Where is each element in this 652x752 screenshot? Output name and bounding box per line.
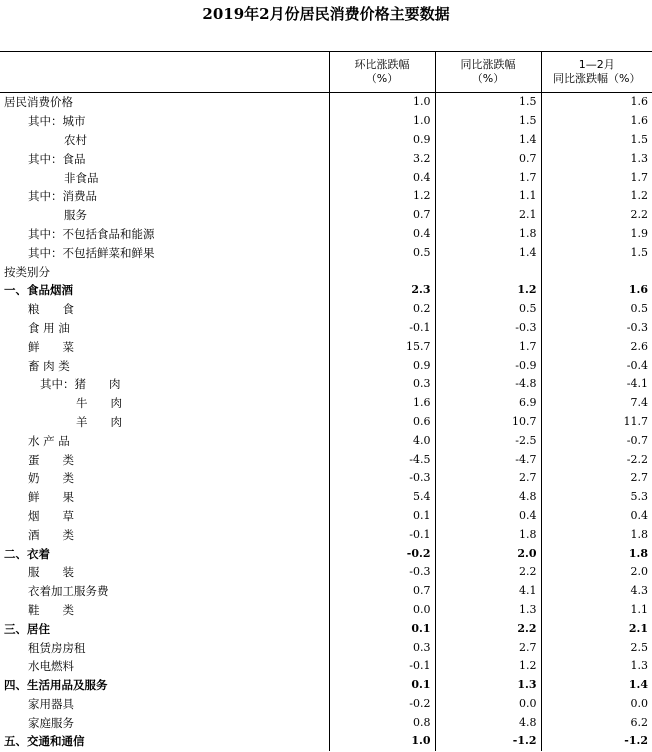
row-yoy-value: 1.4 [435, 243, 541, 262]
row-yoy-value: 1.7 [435, 168, 541, 187]
row-ytd-value: 2.0 [541, 563, 652, 582]
row-label: 一、食品烟酒 [4, 283, 73, 298]
row-ytd-value: 1.8 [541, 525, 652, 544]
header-mom-line2: （%） [365, 72, 399, 85]
row-mom-value: -0.2 [329, 544, 435, 563]
row-label: 居民消费价格 [4, 95, 73, 110]
row-ytd-value: 1.8 [541, 544, 652, 563]
row-yoy-value: 1.8 [435, 525, 541, 544]
table-row [0, 469, 652, 488]
row-mom-value: 0.1 [329, 619, 435, 638]
row-yoy-value: 6.9 [435, 394, 541, 413]
table-row [0, 394, 652, 413]
row-mom-value: -0.3 [329, 469, 435, 488]
header-yoy [435, 52, 541, 93]
row-yoy-value: 1.1 [435, 187, 541, 206]
table-row [0, 450, 652, 469]
table-row [0, 695, 652, 714]
row-ytd-value: -0.3 [541, 319, 652, 338]
row-mom-value: 1.0 [329, 732, 435, 751]
table-row [0, 131, 652, 150]
table-row [0, 319, 652, 338]
row-label: 四、生活用品及服务 [4, 678, 108, 693]
row-label: 水 产 品 [28, 433, 70, 448]
row-mom-value: 1.6 [329, 394, 435, 413]
header-ytd-line1: 1—2月 [578, 58, 615, 71]
row-label: 服务 [64, 208, 87, 223]
row-yoy-value: 1.3 [435, 676, 541, 695]
table-row [0, 187, 652, 206]
header-mom [329, 52, 435, 93]
row-label: 其中：猪 肉 [40, 377, 121, 392]
table-row [0, 713, 652, 732]
table-row [0, 657, 652, 676]
table-row [0, 300, 652, 319]
row-ytd-value: 1.5 [541, 131, 652, 150]
table-row [0, 582, 652, 601]
row-label: 其中：不包括食品和能源 [28, 226, 155, 241]
row-mom-value: 0.1 [329, 507, 435, 526]
row-ytd-value: -0.7 [541, 431, 652, 450]
row-yoy-value: -4.8 [435, 375, 541, 394]
row-label: 牛 肉 [76, 396, 122, 411]
row-label: 非食品 [64, 170, 99, 185]
row-yoy-value: 2.2 [435, 563, 541, 582]
table-title: 2019年2月份居民消费价格主要数据 [202, 5, 450, 23]
table-row [0, 112, 652, 131]
row-label: 羊 肉 [76, 414, 122, 429]
row-yoy-value: -0.3 [435, 319, 541, 338]
row-ytd-value: 1.9 [541, 225, 652, 244]
table-row [0, 168, 652, 187]
row-mom-value: 0.1 [329, 676, 435, 695]
row-yoy-value: 0.5 [435, 300, 541, 319]
row-label: 粮 食 [28, 302, 74, 317]
row-yoy-value: 2.1 [435, 206, 541, 225]
table-row [0, 507, 652, 526]
row-mom-value: -4.5 [329, 450, 435, 469]
table-row [0, 356, 652, 375]
row-yoy-value: -0.9 [435, 356, 541, 375]
row-label: 鞋 类 [28, 602, 74, 617]
row-mom-value: 0.4 [329, 225, 435, 244]
row-mom-value: 0.7 [329, 582, 435, 601]
table-row [0, 262, 652, 281]
table-row [0, 206, 652, 225]
row-ytd-value: 0.4 [541, 507, 652, 526]
row-yoy-value: 1.2 [435, 281, 541, 300]
row-ytd-value: 1.3 [541, 657, 652, 676]
row-yoy-value: 1.2 [435, 657, 541, 676]
table-row [0, 619, 652, 638]
row-ytd-value: 1.5 [541, 243, 652, 262]
row-label: 租赁房房租 [28, 640, 86, 655]
row-yoy-value: -4.7 [435, 450, 541, 469]
row-mom-value [329, 262, 435, 281]
row-label: 奶 类 [28, 471, 74, 486]
table-row [0, 431, 652, 450]
row-yoy-value: 4.8 [435, 488, 541, 507]
row-yoy-value: 1.5 [435, 93, 541, 112]
row-yoy-value: 2.7 [435, 638, 541, 657]
table-row [0, 375, 652, 394]
row-ytd-value: 2.6 [541, 337, 652, 356]
row-ytd-value: 1.6 [541, 112, 652, 131]
row-mom-value: 0.0 [329, 601, 435, 620]
row-ytd-value: 2.2 [541, 206, 652, 225]
row-ytd-value: 1.4 [541, 676, 652, 695]
row-mom-value: 0.3 [329, 375, 435, 394]
row-yoy-value: -2.5 [435, 431, 541, 450]
row-mom-value: 5.4 [329, 488, 435, 507]
row-mom-value: 0.9 [329, 131, 435, 150]
row-yoy-value: 1.8 [435, 225, 541, 244]
row-mom-value: 1.0 [329, 112, 435, 131]
row-label: 烟 草 [28, 508, 74, 523]
row-mom-value: 0.7 [329, 206, 435, 225]
row-mom-value: 0.9 [329, 356, 435, 375]
row-label: 水电燃料 [28, 659, 74, 674]
row-ytd-value: 1.6 [541, 93, 652, 112]
cpi-data-table [0, 51, 652, 751]
row-yoy-value: 4.1 [435, 582, 541, 601]
row-ytd-value [541, 262, 652, 281]
row-label: 其中：城市 [28, 114, 86, 129]
row-label: 服 装 [28, 565, 74, 580]
row-label: 其中：不包括鲜菜和鲜果 [28, 245, 155, 260]
row-mom-value: 1.0 [329, 93, 435, 112]
table-row [0, 676, 652, 695]
row-ytd-value: 6.2 [541, 713, 652, 732]
table-row [0, 149, 652, 168]
row-mom-value: 4.0 [329, 431, 435, 450]
row-yoy-value: 1.4 [435, 131, 541, 150]
row-yoy-value: 1.3 [435, 601, 541, 620]
row-label: 酒 类 [28, 527, 74, 542]
row-yoy-value: 4.8 [435, 713, 541, 732]
row-yoy-value [435, 262, 541, 281]
row-mom-value: 3.2 [329, 149, 435, 168]
row-mom-value: 0.5 [329, 243, 435, 262]
row-mom-value: 0.3 [329, 638, 435, 657]
row-yoy-value: 1.5 [435, 112, 541, 131]
row-ytd-value: 1.2 [541, 187, 652, 206]
table-row [0, 732, 652, 751]
header-item [0, 52, 329, 93]
row-label: 农村 [64, 132, 87, 147]
row-ytd-value: 1.1 [541, 601, 652, 620]
row-mom-value: 0.4 [329, 168, 435, 187]
table-row [0, 525, 652, 544]
row-label: 三、居住 [4, 621, 50, 636]
table-row [0, 225, 652, 244]
header-mom-line1: 环比涨跌幅 [354, 58, 410, 71]
row-ytd-value: 11.7 [541, 413, 652, 432]
header-yoy-line2: （%） [471, 72, 505, 85]
row-mom-value: -0.1 [329, 319, 435, 338]
row-ytd-value: 4.3 [541, 582, 652, 601]
row-ytd-value: 0.0 [541, 695, 652, 714]
row-label: 蛋 类 [28, 452, 74, 467]
row-mom-value: 0.8 [329, 713, 435, 732]
table-row [0, 281, 652, 300]
table-row [0, 243, 652, 262]
row-label: 五、交通和通信 [4, 734, 85, 749]
row-mom-value: 2.3 [329, 281, 435, 300]
row-label: 二、衣着 [4, 546, 50, 561]
table-row [0, 544, 652, 563]
table-row [0, 638, 652, 657]
row-yoy-value: -1.2 [435, 732, 541, 751]
row-mom-value: -0.1 [329, 657, 435, 676]
row-yoy-value: 0.4 [435, 507, 541, 526]
row-yoy-value: 0.7 [435, 149, 541, 168]
row-mom-value: -0.3 [329, 563, 435, 582]
row-label: 按类别分 [4, 264, 50, 279]
row-ytd-value: 1.3 [541, 149, 652, 168]
table-row [0, 601, 652, 620]
header-ytd-line2: 同比涨跌幅（%） [553, 72, 641, 85]
row-ytd-value: 2.1 [541, 619, 652, 638]
row-ytd-value: 1.6 [541, 281, 652, 300]
row-label: 其中：食品 [28, 151, 86, 166]
row-mom-value: 15.7 [329, 337, 435, 356]
row-label: 鲜 菜 [28, 339, 74, 354]
row-yoy-value: 10.7 [435, 413, 541, 432]
table-row [0, 413, 652, 432]
row-label: 食 用 油 [28, 320, 70, 335]
row-label: 衣着加工服务费 [28, 584, 109, 599]
row-mom-value: 0.6 [329, 413, 435, 432]
row-ytd-value: 5.3 [541, 488, 652, 507]
row-label: 其中：消费品 [28, 189, 97, 204]
row-ytd-value: -0.4 [541, 356, 652, 375]
row-label: 家用器具 [28, 696, 74, 711]
row-ytd-value: -4.1 [541, 375, 652, 394]
row-yoy-value: 2.2 [435, 619, 541, 638]
row-ytd-value: 0.5 [541, 300, 652, 319]
row-yoy-value: 1.7 [435, 337, 541, 356]
row-label: 畜 肉 类 [28, 358, 70, 373]
header-ytd [541, 52, 652, 93]
header-yoy-line1: 同比涨跌幅 [460, 58, 516, 71]
row-mom-value: -0.1 [329, 525, 435, 544]
row-yoy-value: 2.0 [435, 544, 541, 563]
row-yoy-value: 0.0 [435, 695, 541, 714]
row-label: 家庭服务 [28, 715, 74, 730]
row-ytd-value: 2.5 [541, 638, 652, 657]
row-ytd-value: -1.2 [541, 732, 652, 751]
table-row [0, 488, 652, 507]
table-row [0, 93, 652, 112]
table-header-row [0, 52, 652, 93]
row-ytd-value: 7.4 [541, 394, 652, 413]
table-row [0, 337, 652, 356]
row-ytd-value: 1.7 [541, 168, 652, 187]
row-yoy-value: 2.7 [435, 469, 541, 488]
row-mom-value: -0.2 [329, 695, 435, 714]
row-ytd-value: -2.2 [541, 450, 652, 469]
row-mom-value: 1.2 [329, 187, 435, 206]
row-label: 鲜 果 [28, 490, 74, 505]
row-mom-value: 0.2 [329, 300, 435, 319]
row-ytd-value: 2.7 [541, 469, 652, 488]
table-row [0, 563, 652, 582]
